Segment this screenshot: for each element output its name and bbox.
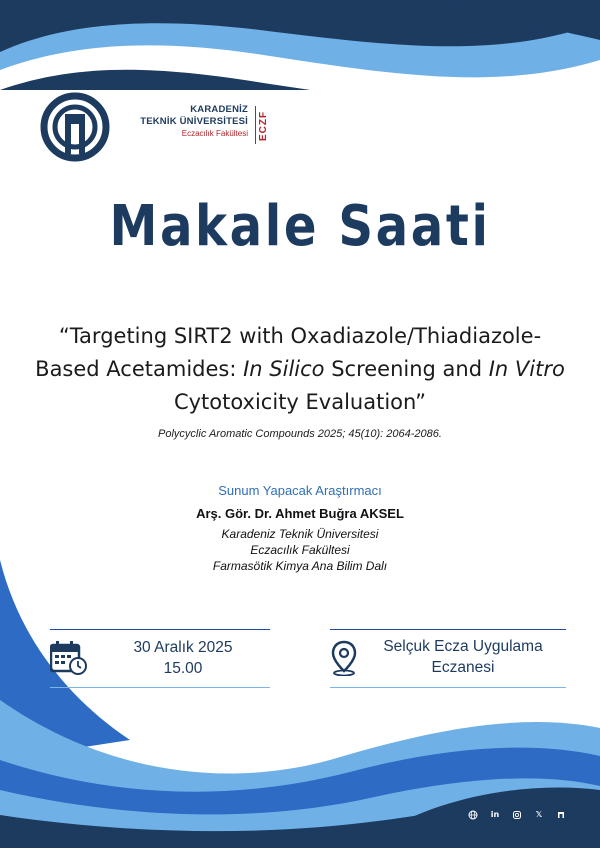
article-title-part3: Cytotoxicity Evaluation” xyxy=(173,390,427,414)
location-box xyxy=(330,629,566,688)
event-date: 30 Aralık 2025 xyxy=(133,639,233,656)
university-logo-icon xyxy=(40,92,110,162)
linkedin-icon[interactable]: in xyxy=(488,808,502,822)
event-time: 15.00 xyxy=(163,660,203,677)
date-box xyxy=(50,629,270,688)
x-icon[interactable]: 𝕏 xyxy=(532,808,546,822)
location-line2: Eczanesi xyxy=(431,659,495,676)
university-name xyxy=(140,104,248,140)
event-location xyxy=(360,636,566,678)
university-name-line1: KARADENİZ xyxy=(190,104,248,115)
article-title-part2: Screening and xyxy=(324,357,489,381)
location-pin-icon xyxy=(330,640,358,676)
affiliation-faculty: Eczacılık Fakültesi xyxy=(250,543,350,557)
article-title-part1: “Targeting SIRT2 with Oxadiazole/Thiadiazole-Based Acetamides: xyxy=(35,324,542,381)
affiliation-university: Karadeniz Teknik Üniversitesi xyxy=(221,527,379,541)
page-title: Makale Saati xyxy=(109,194,491,259)
affiliation-department: Farmasötik Kimya Ana Bilim Dalı xyxy=(212,559,388,573)
presenter-name: Arş. Gör. Dr. Ahmet Buğra AKSEL xyxy=(196,506,404,521)
article-title-italic2: In Vitro xyxy=(488,357,565,381)
logo-icon[interactable] xyxy=(554,808,568,822)
globe-icon[interactable] xyxy=(466,808,480,822)
journal-reference: Polycyclic Aromatic Compounds 2025; 45(10): 2064-2086. xyxy=(158,428,442,440)
faculty-name: Eczacılık Fakültesi xyxy=(181,129,248,138)
logo-divider xyxy=(255,106,257,144)
date-time xyxy=(98,637,268,679)
presenter-label: Sunum Yapacak Araştırmacı xyxy=(218,483,382,498)
location-line1: Selçuk Ecza Uygulama xyxy=(383,638,543,655)
faculty-code: ECZF xyxy=(258,110,269,142)
article-title-italic1: In Silico xyxy=(243,357,325,381)
article-title xyxy=(30,320,570,419)
instagram-icon[interactable] xyxy=(510,808,524,822)
university-name-block xyxy=(120,104,280,148)
calendar-clock-icon xyxy=(50,641,88,675)
university-name-line2: TEKNİK ÜNİVERSİTESİ xyxy=(140,116,248,127)
